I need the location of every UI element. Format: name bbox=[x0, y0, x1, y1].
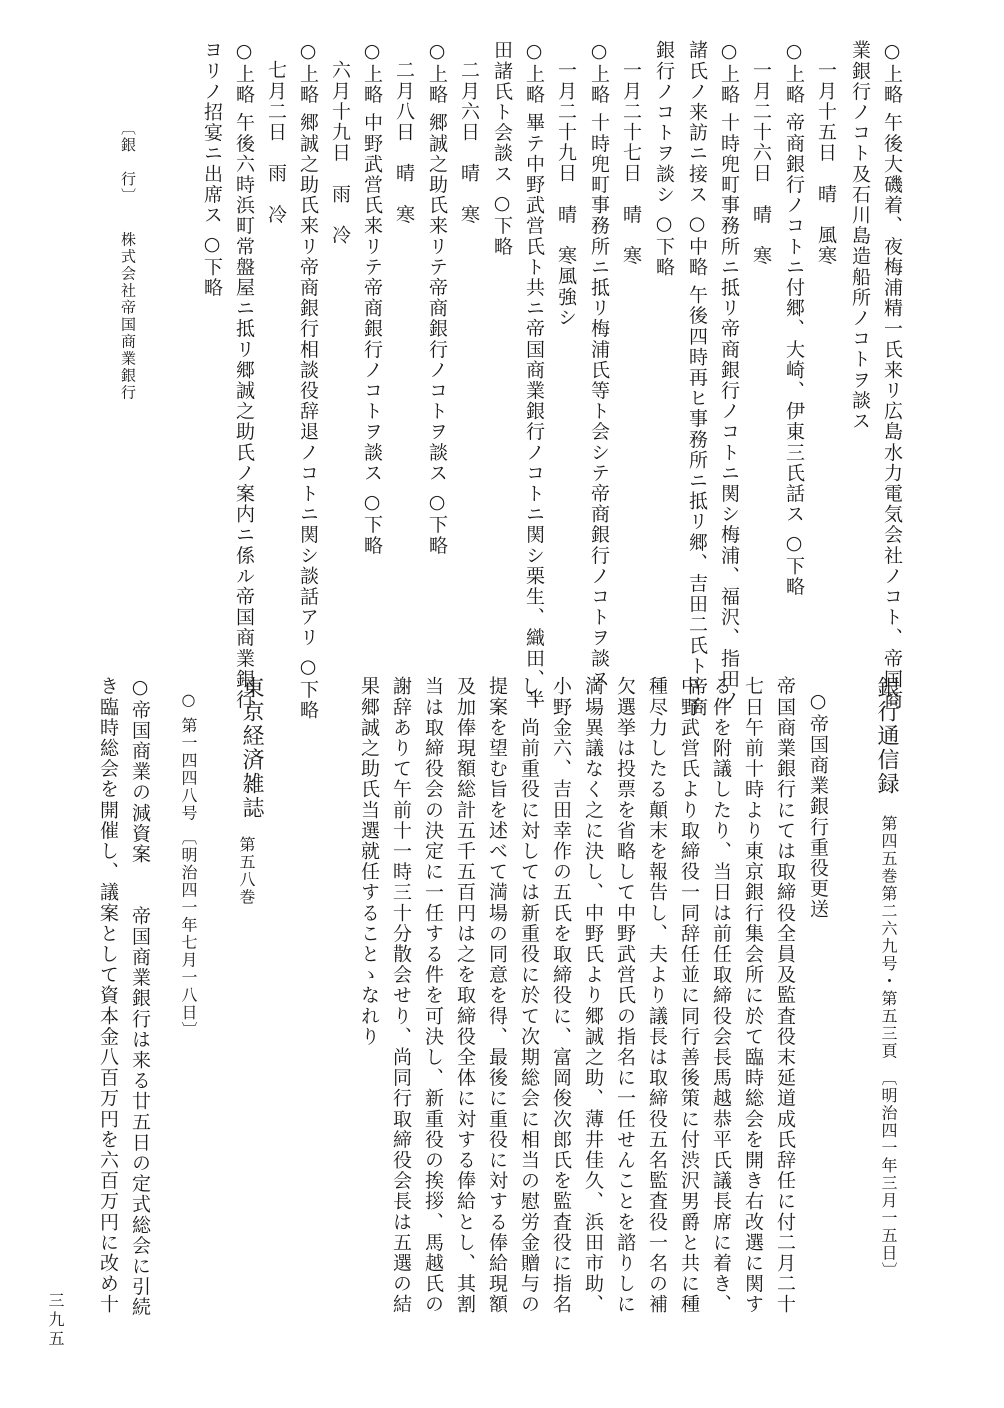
magazine-title: 銀行通信録 bbox=[874, 676, 899, 796]
journal-line: き臨時総会を開催し、議案として資本金八百万円を六百万円に改め十 bbox=[97, 676, 119, 1315]
article-line: 中野武営氏より取締役一同辞任並に同行善後策に付渋沢男爵と共に種 bbox=[678, 676, 700, 1315]
article-line: 提案を望む旨を述べて満場の同意を得、最後に重役に対する俸給現額 bbox=[486, 676, 508, 1315]
diary-line: 業銀行ノコト及石川島造船所ノコトヲ談ス bbox=[849, 40, 871, 432]
journal-line: ○帝国商業の減資案 帝国商業銀行は来る廿五日の定式総会に引続 bbox=[129, 676, 151, 1318]
article-line: 謝辞ありて午前十一時三十分散会せり、尚同行取締役会長は五選の結 bbox=[390, 676, 412, 1315]
article-line: 七日午前十時より東京銀行集会所に於て臨時総会を開き右改選に関す bbox=[742, 676, 764, 1315]
diary-line: ○上略 郷誠之助氏来リテ帝商銀行ノコトヲ談ス ○下略 bbox=[426, 40, 448, 556]
journal-issue: ○ 第一四四八号 〔明治四一年七月一八日〕 bbox=[179, 690, 198, 1039]
diary-line: ○上略 午後六時浜町常盤屋ニ抵リ郷誠之助氏ノ案内ニ係ル帝国商業銀行 bbox=[233, 40, 255, 710]
diary-date: 一月二十六日 晴 寒 bbox=[750, 60, 772, 266]
diary-line: ○上略 中野武営氏来リテ帝商銀行ノコトヲ談ス ○下略 bbox=[361, 40, 383, 556]
article-line: 及加俸現額総計五千五百円は之を取締役全体に対する俸給とし、其割 bbox=[454, 676, 476, 1315]
diary-date: 二月六日 晴 寒 bbox=[458, 60, 480, 225]
diary-line: 田諸氏ト会談ス ○下略 bbox=[491, 40, 513, 257]
journal-title: 東京経済雑誌 bbox=[239, 676, 264, 820]
article-line: 満場異議なく之に決し、中野氏より郷誠之助、薄井佳久、浜田市助、 bbox=[582, 676, 604, 1315]
diary-date: 七月二日 雨 冷 bbox=[265, 60, 287, 225]
journal-volume: 第五八巻 bbox=[237, 836, 256, 906]
page-number: 三九五 bbox=[46, 1292, 65, 1349]
source-note: 〔銀 行〕 株式会社帝国商業銀行 bbox=[119, 120, 137, 402]
diary-date: 一月二十九日 晴 寒風強シ bbox=[555, 60, 577, 328]
article-line: 欠選挙は投票を省略して中野武営氏の指名に一任せんことを諮りしに bbox=[614, 676, 636, 1315]
magazine-issue: 第四五巻第二六九号・第五三頁 〔明治四一年三月一五日〕 bbox=[879, 815, 898, 1280]
diary-date: 二月八日 晴 寒 bbox=[393, 60, 415, 225]
article-line: し、尚前重役に対しては新重役に於て次期総会に相当の慰労金贈与の bbox=[518, 676, 540, 1315]
article-line: 果郷誠之助氏当選就任することゝなれり bbox=[358, 676, 380, 1047]
article-line: 当は取締役会の決定に一任する件を可決し、新重役の挨拶、馬越氏の bbox=[422, 676, 444, 1315]
diary-line: ○上略 帝商銀行ノコトニ付郷、大崎、伊東三氏話ス ○下略 bbox=[783, 40, 805, 597]
diary-date: 一月二十七日 晴 寒 bbox=[620, 60, 642, 266]
article-line: る件を附議したり、当日は前任取締役会長馬越恭平氏議長席に着き、 bbox=[710, 676, 732, 1315]
diary-line: ○上略 午後大磯着、夜梅浦精一氏来リ広島水力電気会社ノコト、帝国商 bbox=[881, 40, 903, 710]
article-title: ○帝国商業銀行重役更送 bbox=[807, 690, 829, 920]
diary-date: 六月十九日 雨 冷 bbox=[329, 60, 351, 246]
diary-date: 一月十五日 晴 風寒 bbox=[815, 60, 837, 266]
diary-line: 諸氏ノ来訪ニ接ス ○中略 午後四時再ヒ事務所ニ抵リ郷、吉田二氏ト帝商 bbox=[686, 40, 708, 718]
article-line: 帝国商業銀行にては取締役全員及監査役末延道成氏辞任に付二月二十 bbox=[774, 676, 796, 1315]
diary-line: ○上略 畢テ中野武営氏ト共ニ帝国商業銀行ノコトニ関シ栗生、織田、半 bbox=[523, 40, 545, 710]
diary-line: ○上略 十時兜町事務所ニ抵リ梅浦氏等ト会シテ帝商銀行ノコトヲ談ス bbox=[588, 40, 610, 690]
diary-line: ○上略 郷誠之助氏来リ帝商銀行相談役辞退ノコトニ関シ談話アリ ○下略 bbox=[297, 40, 319, 721]
article-line: 小野金六、吉田幸作の五氏を取締役に、富岡俊次郎氏を監査役に指名 bbox=[550, 676, 572, 1315]
diary-line: ヨリノ招宴ニ出席ス ○下略 bbox=[201, 40, 223, 298]
diary-line: ○上略 十時兜町事務所ニ抵リ帝商銀行ノコトニ関シ梅浦、福沢、指田ノ bbox=[718, 40, 740, 710]
diary-line: 銀行ノコトヲ談シ ○下略 bbox=[653, 40, 675, 278]
article-line: 種尽力したる顛末を報告し、夫より議長は取締役五名監査役一名の補 bbox=[646, 676, 668, 1315]
